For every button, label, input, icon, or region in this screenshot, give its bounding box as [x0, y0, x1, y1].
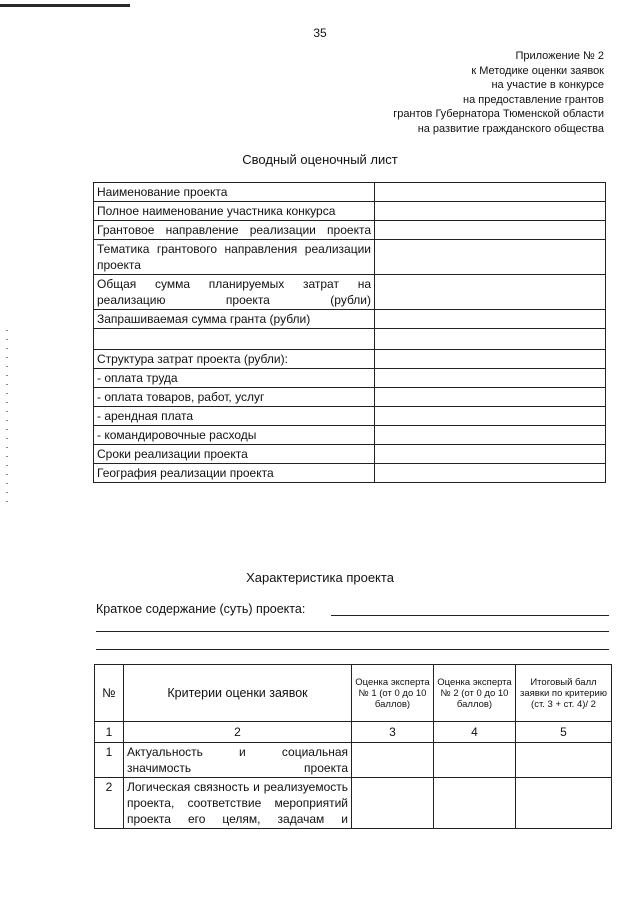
value-cell	[375, 388, 606, 407]
value-cell	[375, 464, 606, 483]
score-cell	[434, 743, 516, 778]
summary-table	[93, 182, 606, 483]
table-row	[94, 350, 606, 369]
table-row	[94, 388, 606, 407]
row-number: 1	[95, 743, 124, 778]
column-number: 2	[124, 722, 352, 743]
row-label: География реализации проекта	[94, 464, 375, 483]
column-number: 1	[95, 722, 124, 743]
table-row	[94, 445, 606, 464]
criterion-text: Логическая связность и реализуемость проекта, соответствие мероприятий проекта его целям, задачам и	[124, 778, 352, 829]
value-cell	[375, 445, 606, 464]
row-label: Тематика грантового направления реализации проекта	[94, 240, 375, 275]
score-cell	[516, 778, 612, 829]
score-cell	[352, 743, 434, 778]
table-row	[94, 426, 606, 445]
table-row	[94, 369, 606, 388]
appendix-line: на предоставление грантов	[463, 93, 604, 106]
appendix-line: на развитие гражданского общества	[417, 122, 604, 135]
table-row	[94, 329, 606, 350]
row-label: - командировочные расходы	[94, 426, 375, 445]
appendix-line: грантов Губернатора Тюменской области	[393, 108, 604, 121]
page-number: 35	[313, 26, 327, 40]
value-cell	[375, 329, 606, 350]
column-number-row	[95, 722, 612, 743]
header-row	[95, 665, 612, 722]
table-row	[95, 778, 612, 829]
table-row	[94, 464, 606, 483]
value-cell	[375, 369, 606, 388]
appendix-header	[393, 49, 604, 137]
value-cell	[375, 426, 606, 445]
project-characteristic-title: Характеристика проекта	[246, 570, 394, 585]
appendix-line: Приложение № 2	[515, 50, 604, 62]
table-row	[94, 240, 606, 275]
row-label: Сроки реализации проекта	[94, 445, 375, 464]
column-header: Критерии оценки заявок	[124, 665, 352, 722]
table-row	[95, 743, 612, 778]
appendix-line: к Методике оценки заявок	[471, 64, 604, 77]
appendix-line: на участие в конкурсе	[491, 79, 604, 92]
row-label: Структура затрат проекта (рубли):	[94, 350, 375, 369]
score-cell	[516, 743, 612, 778]
value-cell	[375, 310, 606, 329]
row-number: 2	[95, 778, 124, 829]
value-cell	[375, 407, 606, 426]
score-cell	[434, 778, 516, 829]
scan-edge-mark	[0, 4, 130, 7]
row-label: Запрашиваемая сумма гранта (рубли)	[94, 310, 375, 329]
row-label: Общая сумма планируемых затрат на реализацию проекта (рубли)	[94, 275, 375, 310]
row-label: Наименование проекта	[94, 183, 375, 202]
column-number: 5	[516, 722, 612, 743]
fill-in-line	[331, 615, 609, 616]
value-cell	[375, 202, 606, 221]
table-row	[94, 183, 606, 202]
column-number: 4	[434, 722, 516, 743]
row-label: - арендная плата	[94, 407, 375, 426]
row-label: - оплата труда	[94, 369, 375, 388]
summary-sheet-title: Сводный оценочный лист	[242, 152, 398, 167]
criterion-text: Актуальность и социальная значимость проекта	[124, 743, 352, 778]
score-cell	[352, 778, 434, 829]
table-row	[94, 407, 606, 426]
fill-in-line	[96, 649, 609, 650]
value-cell	[375, 183, 606, 202]
column-number: 3	[352, 722, 434, 743]
row-label: Грантовое направление реализации проекта	[94, 221, 375, 240]
criteria-table	[94, 664, 612, 829]
value-cell	[375, 221, 606, 240]
row-label: - оплата товаров, работ, услуг	[94, 388, 375, 407]
table-row	[94, 275, 606, 310]
table-row	[94, 202, 606, 221]
column-header: №	[95, 665, 124, 722]
column-header: Оценка эксперта № 2 (от 0 до 10 баллов)	[434, 665, 516, 722]
table-row	[94, 221, 606, 240]
column-header: Итоговый балл заявки по критерию (ст. 3 + ст. 4)/ 2	[516, 665, 612, 722]
margin-dots	[6, 330, 8, 510]
row-label: Полное наименование участника конкурса	[94, 202, 375, 221]
brief-content-label: Краткое содержание (суть) проекта:	[96, 602, 306, 616]
column-header: Оценка эксперта № 1 (от 0 до 10 баллов)	[352, 665, 434, 722]
value-cell	[375, 240, 606, 275]
row-label	[94, 329, 375, 350]
value-cell	[375, 350, 606, 369]
value-cell	[375, 275, 606, 310]
table-row	[94, 310, 606, 329]
fill-in-line	[96, 631, 609, 632]
